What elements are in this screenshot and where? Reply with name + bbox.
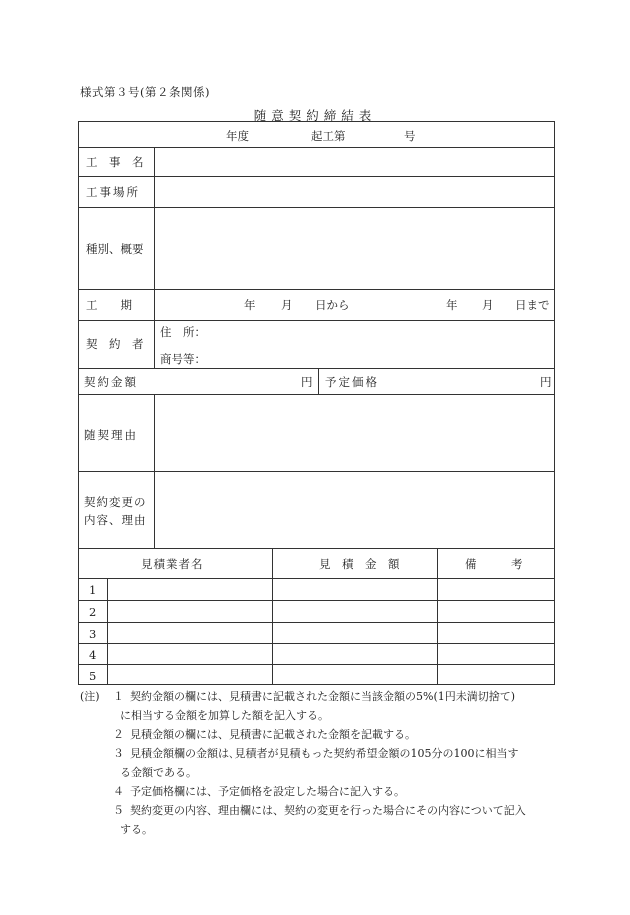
- remarks-header: 備 考: [465, 557, 523, 571]
- contractor-label: 契 約 者: [86, 337, 144, 351]
- note-text: する。: [120, 823, 153, 836]
- note-number: ４: [113, 785, 124, 798]
- notes-prefix: (注): [80, 690, 100, 703]
- negotiated-reason-field[interactable]: [155, 395, 554, 471]
- fiscal-year-label: 年度: [226, 129, 249, 143]
- notes-section: [80, 687, 560, 839]
- negotiated-reason-label: 随契理由: [84, 428, 138, 442]
- period-from-month: 月: [281, 298, 293, 312]
- period-to-year: 年: [446, 298, 458, 312]
- contract-amount-yen: 円: [301, 375, 313, 389]
- period-to-day: 日まで: [515, 298, 550, 312]
- planned-price-yen: 円: [540, 375, 552, 389]
- note-number: １: [113, 690, 124, 703]
- project-name-field[interactable]: [155, 148, 554, 176]
- estimate-row-number: 3: [89, 627, 97, 641]
- note-text: 契約変更の内容、理由欄には、契約の変更を行った場合にその内容について記入: [130, 804, 526, 817]
- planned-price-field[interactable]: [399, 369, 539, 394]
- change-content-label-line1: 契約変更の: [84, 495, 147, 509]
- planned-price-label: 予定価格: [325, 375, 379, 389]
- construction-period-label: 工 期: [86, 298, 132, 312]
- note-text: に相当する金額を加算した額を記入する。: [120, 709, 329, 722]
- contract-table: [78, 121, 555, 685]
- estimator-name-header: 見積業者名: [141, 557, 204, 571]
- note-text: る金額である。: [120, 766, 197, 779]
- note-text: 見積金額欄の金額は､見積者が見積もった契約希望金額の105分の100に相当す: [130, 747, 519, 760]
- type-overview-label: 種別、概要: [86, 242, 144, 256]
- project-name-label: 工 事 名: [86, 155, 144, 169]
- note-text: 契約金額の欄には、見積書に記載された金額に当該金額の5%(1円未満切捨て): [130, 690, 516, 703]
- project-site-field[interactable]: [155, 177, 554, 207]
- note-number: ５: [113, 804, 124, 817]
- period-from-day: 日から: [315, 298, 350, 312]
- note-text: 見積金額の欄には、見積書に記載された金額を記載する。: [130, 728, 416, 741]
- estimate-amount-header: 見 積 金 額: [319, 557, 400, 571]
- contract-amount-field[interactable]: [155, 369, 318, 394]
- type-overview-field[interactable]: [155, 208, 554, 289]
- estimate-row-number: 2: [89, 605, 97, 619]
- estimate-row-number: 1: [89, 583, 97, 597]
- company-name-label: 商号等：: [160, 352, 206, 366]
- project-site-label: 工事場所: [86, 185, 140, 199]
- note-number: ２: [113, 728, 124, 741]
- address-label: 住 所：: [160, 325, 206, 339]
- contract-amount-label: 契約金額: [84, 375, 138, 389]
- estimate-row-number: 5: [89, 669, 97, 683]
- number-suffix-label: 号: [404, 129, 416, 143]
- change-content-field[interactable]: [155, 472, 554, 548]
- document-title: 随意契約締結表: [253, 108, 377, 123]
- construction-number-label: 起工第: [311, 129, 346, 143]
- note-number: ３: [113, 747, 124, 760]
- estimate-row-number: 4: [89, 648, 97, 662]
- period-from-year: 年: [244, 298, 256, 312]
- change-content-label-line2: 内容、理由: [84, 513, 147, 527]
- period-to-month: 月: [482, 298, 494, 312]
- form-number-label: 様式第３号(第２条関係): [80, 85, 210, 99]
- note-text: 予定価格欄には、予定価格を設定した場合に記入する。: [130, 785, 405, 798]
